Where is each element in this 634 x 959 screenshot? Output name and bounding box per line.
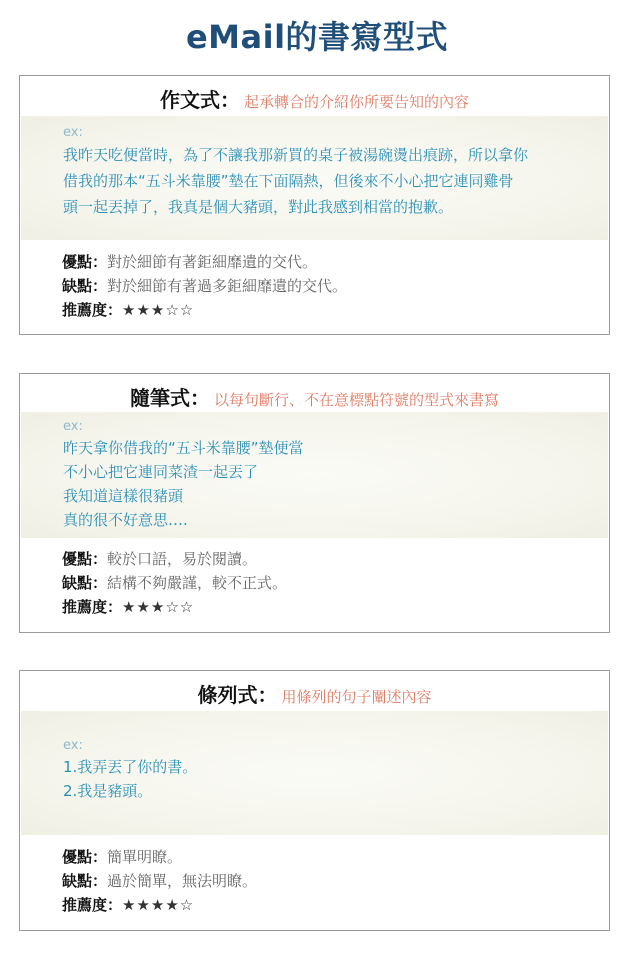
- card-essay-style: [19, 75, 610, 335]
- example-line: 我昨天吃便當時，為了不讓我那新買的桌子被湯碗燙出痕跡，所以拿你: [63, 146, 529, 164]
- card-description: 以每句斷行、不在意標點符號的型式來書寫: [213, 391, 499, 409]
- star-rating: ★★★☆☆: [122, 598, 195, 616]
- cons-row: [62, 274, 599, 298]
- example-box: [21, 116, 608, 240]
- cons-row: [62, 571, 599, 595]
- card-header: [20, 84, 609, 113]
- card-title-colon: ：: [257, 683, 278, 707]
- pros-text: 簡單明瞭。: [107, 848, 183, 866]
- rating-label: 推薦度：: [62, 301, 123, 319]
- pros-row: [62, 547, 599, 571]
- pros-text: 較於口語，易於閱讀。: [107, 550, 258, 568]
- card-title: 隨筆式: [129, 386, 190, 410]
- card-list-style: [19, 670, 610, 931]
- example-label: ex:: [63, 419, 83, 434]
- card-description: 起承轉合的介紹你所要告知的內容: [243, 93, 469, 111]
- rating-label: 推薦度：: [62, 598, 123, 616]
- cons-text: 過於簡單，無法明瞭。: [107, 872, 258, 890]
- example-label: ex:: [63, 125, 83, 140]
- example-line: 頭一起丟掉了，我真是個大豬頭，對此我感到相當的抱歉。: [63, 198, 454, 216]
- card-casual-style: [19, 373, 610, 633]
- pros-label: 優點：: [62, 550, 108, 568]
- cons-label: 缺點：: [62, 574, 108, 592]
- card-header: [20, 382, 609, 411]
- example-line: 借我的那本“五斗米靠腰”墊在下面隔熱，但後來不小心把它連同雞骨: [63, 172, 514, 190]
- example-line: 不小心把它連同菜渣一起丟了: [63, 463, 259, 481]
- card-header: [20, 679, 609, 708]
- card-title: 條列式: [197, 683, 258, 707]
- example-label: ex:: [63, 738, 83, 753]
- cons-label: 缺點：: [62, 872, 108, 890]
- example-box: [21, 711, 608, 835]
- rating-row: [62, 595, 599, 619]
- rating-label: 推薦度：: [62, 896, 123, 914]
- card-title-colon: ：: [189, 386, 210, 410]
- card-title: 作文式: [159, 88, 220, 112]
- cons-text: 結構不夠嚴謹，較不正式。: [107, 574, 288, 592]
- pros-row: [62, 845, 599, 869]
- evaluation-block: [62, 845, 599, 917]
- example-line: 真的很不好意思….: [63, 511, 188, 529]
- page-title: eMail的書寫型式: [185, 18, 449, 56]
- example-line: 2.我是豬頭。: [63, 782, 153, 800]
- example-box: [21, 412, 608, 538]
- pros-row: [62, 250, 599, 274]
- cons-row: [62, 869, 599, 893]
- cons-text: 對於細節有著過多鉅細靡遺的交代。: [107, 277, 348, 295]
- star-rating: ★★★★☆: [122, 896, 195, 914]
- example-line: 我知道這樣很豬頭: [63, 487, 184, 505]
- example-line: 昨天拿你借我的“五斗米靠腰”墊便當: [63, 439, 304, 457]
- evaluation-block: [62, 547, 599, 619]
- evaluation-block: [62, 250, 599, 322]
- pros-label: 優點：: [62, 253, 108, 271]
- card-title-colon: ：: [219, 88, 240, 112]
- example-line: 1.我弄丟了你的書。: [63, 758, 198, 776]
- rating-row: [62, 298, 599, 322]
- rating-row: [62, 893, 599, 917]
- card-description: 用條列的句子闡述內容: [281, 688, 432, 706]
- star-rating: ★★★☆☆: [122, 301, 195, 319]
- pros-text: 對於細節有著鉅細靡遺的交代。: [107, 253, 318, 271]
- cons-label: 缺點：: [62, 277, 108, 295]
- pros-label: 優點：: [62, 848, 108, 866]
